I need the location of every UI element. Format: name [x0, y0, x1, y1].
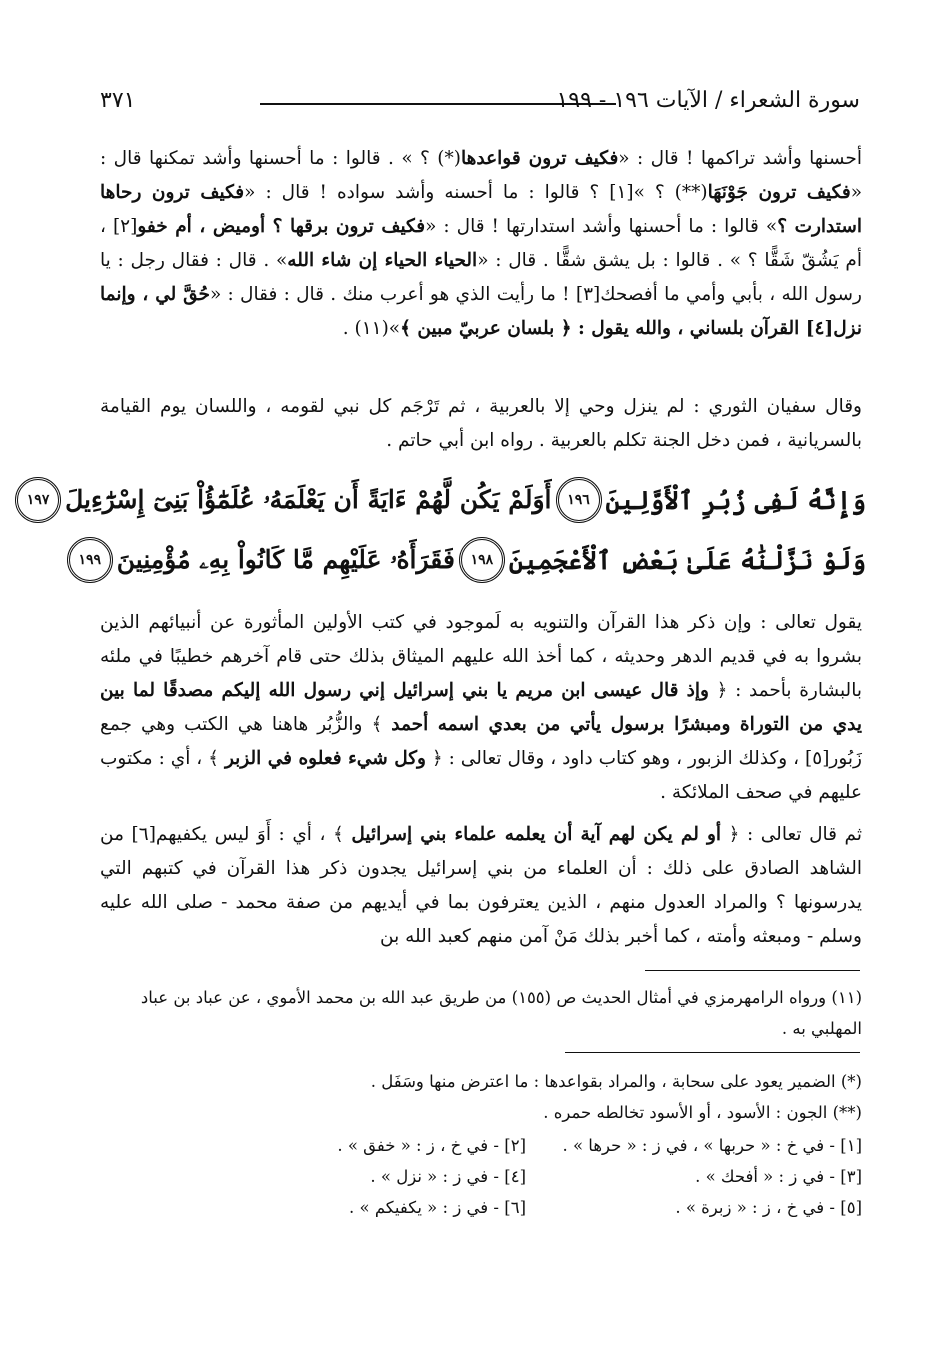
bold-phrase: فكيف ترون قواعدها [460, 148, 619, 169]
variant-note: [٣] - في ز : « أفحك » . [695, 1167, 862, 1186]
variant-note: [٢] - في خ ، ز : « خفق » . [337, 1136, 526, 1155]
verse-line [26, 474, 866, 526]
footnote-divider [565, 1052, 860, 1053]
variant-note: [٤] - في ز : « نزل » . [370, 1167, 526, 1186]
bold-phrase: فكيف ترون برقها ؟ أوميض ، أم خفو [137, 216, 426, 237]
footnote-divider [645, 970, 860, 971]
paragraph-tafsir: يقول تعالى : وإن ذكر هذا القرآن والتنويه به لَموجود في كتب الأولين المأثورة عن أنبيائهم الذين بشروا به في قديم الدهر وحديثه ، كما أخذ الله عليهم الميثاق بذلك حتى قام آخرهم خطيبًا في ملئه بالبشارة بأحمد : ﴿ وإذ قال عيسى ابن مريم يا بني إسرائيل إني رسول الله إليكم مصدقًا لما بين يدي من التوراة ومبشرًا برسول يأتي من بعدي اسمه أحمد ﴾ والزُّبُر هاهنا هي الكتب وهي جمع زَبُور[٥] ، وكذلك الزبور ، وهو كتاب داود ، وقال تعالى : ﴿ وكل شيء فعلوه في الزبر ﴾ ، أي : مكتوب عليهم في صحف الملائكة . [100, 612, 862, 803]
ayah-number-marker: ١٩٨ [459, 537, 505, 583]
variant-note: [٦] - في ز : « يكفيكم » . [348, 1198, 526, 1217]
verse-text: وَإِنَّهُ لَفِى زُبُرِ ٱلْأَوَّلِينَ [605, 485, 866, 515]
variant-row [190, 1130, 862, 1161]
running-title: سورة الشعراء / الآيات ١٩٦ - ١٩٩ [556, 88, 860, 113]
footnote-glossary [100, 1066, 862, 1128]
paragraph-hadith: أحسنها وأشد تراكمها ! قال : «فكيف ترون قواعدها(*) ؟ » . قالوا : ما أحسنها وأشد تمكنها قال : «فكيف ترون جَوْنَهَا(**) ؟ »[١] ؟ قالوا : ما أحسنه وأشد سواده ! قال : «فكيف ترون رحاها استدارت ؟» قالوا : ما أحسنها وأشد استدارتها ! قال : «فكيف ترون برقها ؟ أوميض ، أم خفو[٢] ، أم يَشُقّ شَقًّا ؟ » . قالوا : بل يشق شقًّا . قال : «الحياء الحياء إن شاء الله» . قال : فقال رجل : يا رسول الله ، بأبي وأمي ما أفصحك[٣] ! ما رأيت الذي هو أعرب منك . قال : فقال : «حُقَّ لي ، وإنما نزل[٤] القرآن بلساني ، والله يقول : ﴿ بلسان عربيّ مبين ﴾»(١١) . [100, 148, 863, 339]
bold-phrase: حُقَّ لي ، وإنما نزل[٤] القرآن بلساني ، والله يقول : ﴿ بلسان عربيّ مبين ﴾ [100, 284, 862, 339]
bold-phrase: الحياء الحياء إن شاء الله [287, 250, 478, 271]
ayah-number-marker: ١٩٧ [15, 477, 61, 523]
variant-row [190, 1161, 862, 1192]
variant-note: [١] - في خ : « حربها » ، في ز : « حرها » . [562, 1136, 862, 1155]
bold-phrase: أو لم يكن لهم آية أن يعلمه علماء بني إسرائيل [351, 824, 722, 845]
paragraph-tafsir-2: ثم قال تعالى : ﴿ أو لم يكن لهم آية أن يعلمه علماء بني إسرائيل ﴾ ، أي : أَوَ ليس يكفيهم[٦] من الشاهد الصادق على ذلك : أن العلماء من بني إسرائيل يجدون ذكر هذا القرآن في كتبهم التي يدرسونها ؟ والمراد العدول منهم ، الذين يعترفون بما في أيديهم من صفة محمد - صلى الله عليه وسلم - ومبعثه وأمته ، كما أخبر بذلك مَنْ آمن منهم كعبد الله بن [100, 824, 862, 947]
footnote-double-star: (**) الجون : الأسود ، أو الأسود تخالطه حمره . [543, 1103, 862, 1122]
bold-phrase: فكيف ترون جَوْنَهَا [707, 182, 851, 203]
bold-phrase: وإذ قال عيسى ابن مريم يا بني إسرائيل إني رسول الله إليكم مصدقًا لما بين يدي من التوراة ومبشرًا برسول يأتي من بعدي اسمه أحمد [100, 680, 862, 735]
footnote-star: (*) الضمير يعود على سحابة ، والمراد بقواعدها : ما اعترض منها وسَفَل . [370, 1072, 862, 1091]
ayah-number-marker: ١٩٩ [67, 537, 113, 583]
variant-readings [190, 1130, 862, 1223]
paragraph-sufyan: وقال سفيان الثوري : لم ينزل وحي إلا بالعربية ، ثم تَرْجَم كل نبي لقومه ، واللسان يوم القيامة بالسريانية ، فمن دخل الجنة تكلم بالعربية . رواه ابن أبي حاتم . [100, 396, 862, 451]
variant-note: [٥] - في خ ، ز : « زبرة » . [675, 1198, 862, 1217]
verse-line [78, 534, 866, 586]
bold-phrase: وكل شيء فعلوه في الزبر [224, 748, 426, 769]
ayah-number-marker: ١٩٦ [556, 477, 602, 523]
verse-text: أَوَلَمْ يَكُن لَّهُمْ ءَايَةً أَن يَعْلَمَهُۥ عُلَمَٰٓؤُاْ بَنِىٓ إِسْرَٰٓءِيلَ [65, 485, 552, 514]
verse-text: فَقَرَأَهُۥ عَلَيْهِم مَّا كَانُواْ بِهِۦ مُؤْمِنِينَ [116, 545, 455, 574]
header-rule [260, 103, 616, 105]
page-header [100, 88, 860, 118]
bold-phrase: فكيف ترون رحاها استدارت ؟ [100, 182, 862, 237]
variant-row [190, 1192, 862, 1223]
footnote-11: (١١) ورواه الرامهرمزي في أمثال الحديث ص (١٥٥) من طريق عبد الله بن محمد الأموي ، عن عباد بن عباد المهلبي به . [140, 988, 862, 1038]
verse-text: وَلَوْ نَزَّلْنَٰهُ عَلَىٰ بَعْضِ ٱلْأَعْجَمِينَ [508, 545, 866, 575]
page-number: ٣٧١ [100, 88, 136, 113]
quran-verses [26, 474, 866, 594]
